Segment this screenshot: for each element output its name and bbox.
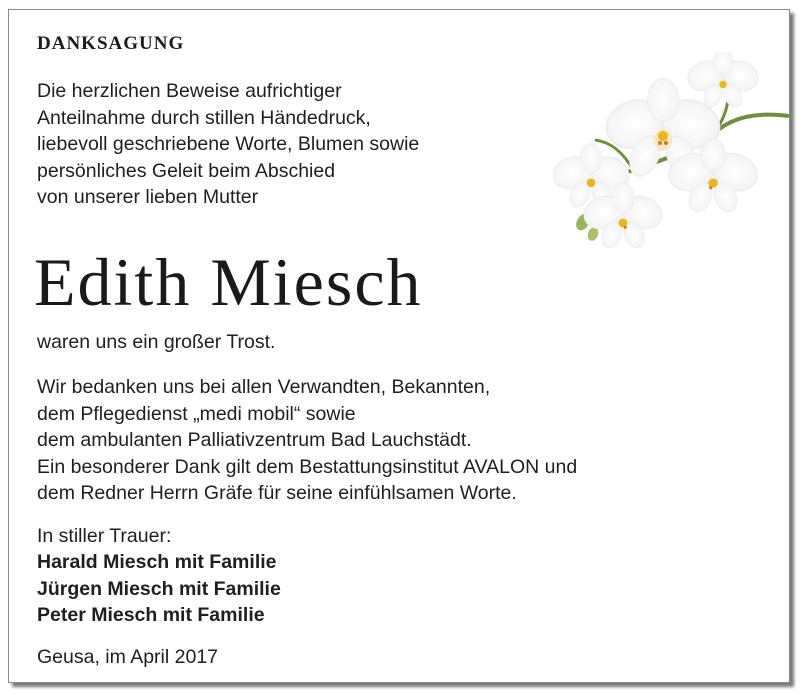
intro-line: persönliches Geleit beim Abschied xyxy=(37,159,336,182)
thanks-line: Ein besonderer Dank gilt dem Bestattungsinstitut AVALON und xyxy=(37,455,578,478)
thanks-line: dem ambulanten Palliativzentrum Bad Lauchstädt. xyxy=(37,429,472,451)
obituary-card xyxy=(8,9,790,683)
mourning-label: In stiller Trauer: xyxy=(37,525,172,547)
family-name: Harald Miesch mit Familie xyxy=(37,551,277,573)
thanks-text xyxy=(37,374,577,507)
orchid-flower-icon xyxy=(553,52,789,257)
deceased-name: Edith Miesch xyxy=(34,244,423,320)
intro-text xyxy=(37,78,419,211)
thanks-line: Wir bedanken uns bei allen Verwandten, Bekannten, xyxy=(37,376,491,398)
family-name: Jürgen Miesch mit Familie xyxy=(37,577,281,600)
family-name: Peter Miesch mit Familie xyxy=(37,604,265,626)
intro-line: Die herzlichen Beweise aufrichtiger xyxy=(37,80,342,102)
family-list xyxy=(37,549,281,629)
intro-line: von unserer lieben Mutter xyxy=(37,186,259,208)
intro-line: Anteilnahme durch stillen Händedruck, xyxy=(37,106,371,129)
heading: DANKSAGUNG xyxy=(37,33,185,54)
thanks-line: dem Pflegedienst „medi mobil“ sowie xyxy=(37,402,356,425)
place-date: Geusa, im April 2017 xyxy=(37,646,219,668)
intro-line: liebevoll geschriebene Worte, Blumen sowie xyxy=(37,133,420,155)
thanks-line: dem Redner Herrn Gräfe für seine einfühlsamen Worte. xyxy=(37,482,517,504)
trost-line: waren uns ein großer Trost. xyxy=(37,331,276,353)
